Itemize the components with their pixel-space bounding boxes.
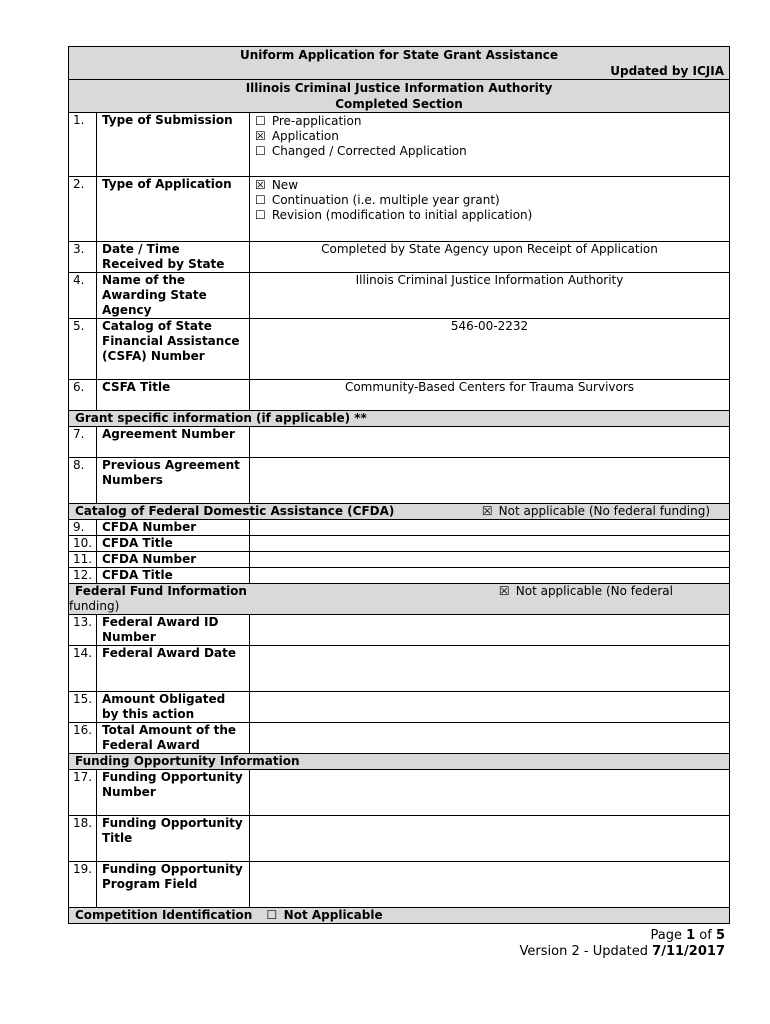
row-number: 17.	[69, 770, 97, 816]
checkbox-icon[interactable]: ☐	[255, 144, 266, 158]
grant-specific-section-row	[69, 411, 730, 427]
checkbox-icon[interactable]: ☐	[266, 908, 278, 922]
option-continuation[interactable]: ☐ Continuation (i.e. multiple year grant)	[255, 193, 500, 207]
row-number: 1.	[69, 113, 97, 177]
row-funding-opportunity-title	[69, 816, 730, 862]
grant-application-form	[68, 46, 730, 924]
cfda-not-applicable[interactable]: ☒ Not applicable (No federal funding)	[481, 504, 710, 518]
row-amount-obligated	[69, 692, 730, 723]
row-label: CFDA Number	[97, 520, 250, 536]
agency-header-row	[69, 80, 730, 113]
updated-by-label: Updated by ICJIA	[610, 64, 724, 78]
row-agreement-number	[69, 427, 730, 458]
row-label: Agreement Number	[97, 427, 250, 458]
row-label: CFDA Title	[97, 536, 250, 552]
checkbox-icon[interactable]: ☒	[255, 129, 266, 143]
cfda-number-2-field[interactable]	[250, 552, 730, 568]
cfda-section-row	[69, 504, 730, 520]
date-received-value: Completed by State Agency upon Receipt of Application	[250, 242, 730, 273]
row-label: Funding Opportunity Number	[97, 770, 250, 816]
funding-opportunity-heading: Funding Opportunity Information	[69, 754, 730, 770]
funding-opportunity-program-field-field[interactable]	[250, 862, 730, 908]
row-number: 4.	[69, 273, 97, 319]
row-label: Federal Award Date	[97, 646, 250, 692]
competition-not-applicable[interactable]: ☐ Not Applicable	[266, 908, 383, 922]
federal-fund-heading: Federal Fund Information	[75, 584, 247, 598]
row-number: 16.	[69, 723, 97, 754]
application-options	[250, 177, 730, 242]
competition-section-row	[69, 908, 730, 924]
agency-heading: Illinois Criminal Justice Information Authority	[245, 81, 553, 95]
federal-not-applicable[interactable]: ☒ Not applicable (No federal	[498, 584, 673, 598]
option-revision[interactable]: ☐ Revision (modification to initial application)	[255, 208, 533, 222]
row-number: 2.	[69, 177, 97, 242]
federal-award-id-field[interactable]	[250, 615, 730, 646]
row-type-of-submission	[69, 113, 730, 177]
row-funding-opportunity-number	[69, 770, 730, 816]
row-previous-agreement	[69, 458, 730, 504]
row-number: 13.	[69, 615, 97, 646]
form-title-row	[69, 47, 730, 80]
federal-award-date-field[interactable]	[250, 646, 730, 692]
row-cfda-title	[69, 536, 730, 552]
page-footer	[520, 928, 725, 960]
row-number: 12.	[69, 568, 97, 584]
checkbox-icon[interactable]: ☐	[255, 193, 266, 207]
row-label: Federal Award ID Number	[97, 615, 250, 646]
row-federal-award-date	[69, 646, 730, 692]
row-number: 14.	[69, 646, 97, 692]
row-label: Previous Agreement Numbers	[97, 458, 250, 504]
page-number: Page 1 of 5	[650, 928, 725, 943]
cfda-number-field[interactable]	[250, 520, 730, 536]
row-label: Type of Submission	[97, 113, 250, 177]
option-application[interactable]: ☒ Application	[255, 129, 339, 143]
row-date-received	[69, 242, 730, 273]
cfda-title-field[interactable]	[250, 536, 730, 552]
version-line: Version 2 - Updated 7/11/2017	[519, 944, 725, 959]
checkbox-icon[interactable]: ☐	[255, 208, 266, 222]
funding-opportunity-title-field[interactable]	[250, 816, 730, 862]
row-cfda-number-2	[69, 552, 730, 568]
row-label: Name of the Awarding State Agency	[97, 273, 250, 319]
row-number: 6.	[69, 380, 97, 411]
grant-specific-heading: Grant specific information (if applicable) **	[69, 411, 730, 427]
row-label: CFDA Number	[97, 552, 250, 568]
completed-section-heading: Completed Section	[335, 97, 463, 111]
submission-options	[250, 113, 730, 177]
row-label: Date / Time Received by State	[97, 242, 250, 273]
row-number: 11.	[69, 552, 97, 568]
checkbox-icon[interactable]: ☐	[255, 114, 266, 128]
row-number: 5.	[69, 319, 97, 380]
row-label: CSFA Title	[97, 380, 250, 411]
amount-obligated-field[interactable]	[250, 692, 730, 723]
federal-na-wrap: funding)	[69, 599, 120, 613]
row-cfda-title-2	[69, 568, 730, 584]
option-new[interactable]: ☒ New	[255, 178, 299, 192]
checkbox-icon[interactable]: ☒	[255, 178, 266, 192]
csfa-number-value: 546-00-2232	[250, 319, 730, 380]
row-number: 18.	[69, 816, 97, 862]
row-label: Total Amount of the Federal Award	[97, 723, 250, 754]
row-funding-opportunity-program-field	[69, 862, 730, 908]
row-number: 10.	[69, 536, 97, 552]
funding-opportunity-number-field[interactable]	[250, 770, 730, 816]
row-csfa-title	[69, 380, 730, 411]
row-type-of-application	[69, 177, 730, 242]
option-pre-application[interactable]: ☐ Pre-application	[255, 114, 362, 128]
row-label: Funding Opportunity Program Field	[97, 862, 250, 908]
agreement-number-field[interactable]	[250, 427, 730, 458]
checkbox-icon[interactable]: ☒	[498, 584, 510, 598]
row-number: 9.	[69, 520, 97, 536]
awarding-agency-value: Illinois Criminal Justice Information Authority	[250, 273, 730, 319]
row-number: 19.	[69, 862, 97, 908]
csfa-title-value: Community-Based Centers for Trauma Survivors	[250, 380, 730, 411]
total-federal-award-field[interactable]	[250, 723, 730, 754]
row-total-federal-award	[69, 723, 730, 754]
row-label: Amount Obligated by this action	[97, 692, 250, 723]
federal-fund-section-row	[69, 584, 730, 615]
row-label: Catalog of State Financial Assistance (CSFA) Number	[97, 319, 250, 380]
cfda-title-2-field[interactable]	[250, 568, 730, 584]
previous-agreement-field[interactable]	[250, 458, 730, 504]
row-label: CFDA Title	[97, 568, 250, 584]
row-number: 7.	[69, 427, 97, 458]
row-number: 3.	[69, 242, 97, 273]
row-label: Type of Application	[97, 177, 250, 242]
competition-heading: Competition Identification	[75, 908, 253, 922]
row-csfa-number	[69, 319, 730, 380]
cfda-heading: Catalog of Federal Domestic Assistance (CFDA)	[75, 504, 395, 518]
row-label: Funding Opportunity Title	[97, 816, 250, 862]
form-title: Uniform Application for State Grant Assistance	[239, 48, 559, 62]
row-number: 15.	[69, 692, 97, 723]
row-federal-award-id	[69, 615, 730, 646]
option-changed-corrected[interactable]: ☐ Changed / Corrected Application	[255, 144, 467, 158]
row-number: 8.	[69, 458, 97, 504]
row-cfda-number	[69, 520, 730, 536]
row-awarding-agency	[69, 273, 730, 319]
checkbox-icon[interactable]: ☒	[481, 504, 493, 518]
funding-opportunity-section-row	[69, 754, 730, 770]
